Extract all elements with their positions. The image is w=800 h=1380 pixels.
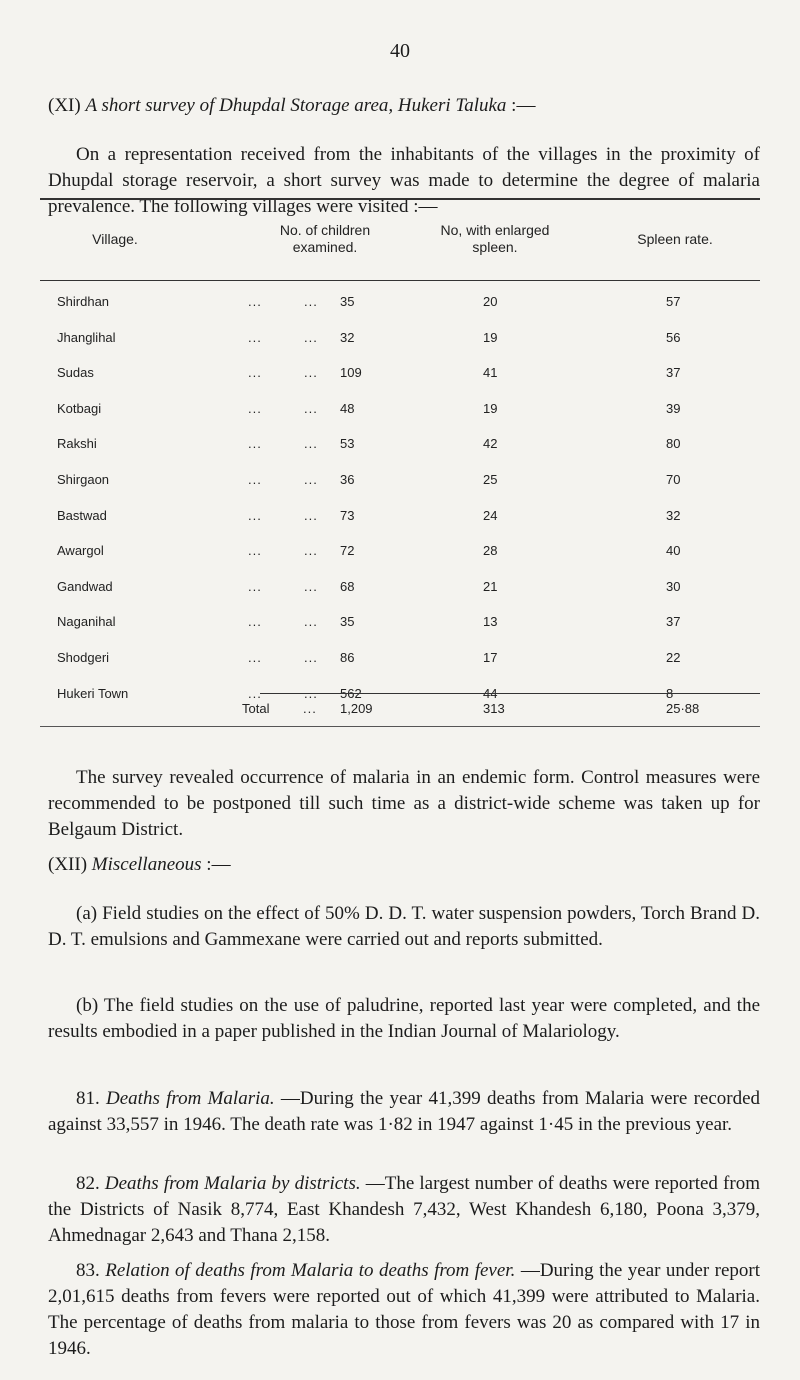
children-cell: 35	[340, 294, 355, 309]
leader-dots: ...	[248, 650, 262, 665]
spleen-cell: 42	[483, 436, 498, 452]
table-row	[40, 436, 760, 456]
village-cell: Shirgaon	[57, 472, 110, 487]
leader-dots: ...	[248, 578, 262, 594]
item-81-text: —During the year 41,399 deaths from Malaria were recorded against 33,557 in 1946. The death rate was 1·82 in 1947 against 1·45 in the previous year.	[48, 1088, 761, 1135]
spleen-cell: 17	[483, 650, 498, 665]
item-82-paragraph	[48, 1171, 760, 1249]
leader-dots: ...	[304, 329, 318, 345]
total-leader-dots: ...	[303, 701, 317, 716]
item-83-paragraph	[48, 1258, 760, 1362]
spleen-rate-cell: 70	[666, 472, 681, 487]
item-a-paragraph: (a) Field studies on the effect of 50% D. D. T. water suspension powders, Torch Brand D. D. T. emulsions and Gammexane were carried out and reports submitted.	[48, 903, 760, 950]
spleen-cell: 19	[483, 400, 498, 416]
leader-dots: ...	[304, 436, 318, 452]
spleen-rate-cell: 39	[666, 400, 681, 416]
leader-dots: ...	[304, 472, 318, 487]
table-row	[40, 650, 760, 670]
section-xi-label: (XI)	[48, 95, 81, 116]
header-spleen-line1: No, with enlarged	[440, 222, 550, 238]
village-cell: Sudas	[57, 365, 94, 381]
spleen-rate-cell: 30	[666, 578, 681, 594]
children-cell: 53	[340, 436, 355, 452]
leader-dots: ...	[304, 507, 318, 523]
total-label: Total	[242, 701, 270, 716]
spleen-rate-cell: 56	[666, 329, 681, 345]
village-cell: Jhanglihal	[57, 329, 116, 345]
leader-dots: ...	[304, 650, 318, 665]
section-xii-title: Miscellaneous	[91, 854, 202, 875]
village-cell: Bastwad	[57, 507, 107, 523]
section-xi-heading	[48, 95, 535, 117]
children-cell: 72	[340, 543, 355, 559]
header-children-line2: examined.	[292, 239, 358, 255]
children-cell: 35	[340, 614, 355, 630]
spleen-cell: 41	[483, 365, 498, 381]
item-81-title: Deaths from Malaria.	[106, 1088, 275, 1109]
leader-dots: ...	[304, 294, 318, 309]
item-b-paragraph: (b) The field studies on the use of paludrine, reported last year were completed, and the results embodied in a paper published in the Indian Journal of Malariology.	[48, 995, 760, 1042]
section-xi-suffix: :—	[511, 95, 536, 116]
village-cell: Rakshi	[57, 436, 97, 452]
item-82-text: —The largest number of deaths were reported from the Districts of Nasik 8,774, East Khandesh 7,432, West Khandesh 6,180, Poona 3,379, Ahmednagar 2,643 and Thana 2,158.	[48, 1173, 760, 1246]
total-rate: 25·88	[666, 701, 700, 716]
spleen-rate-cell: 40	[666, 543, 681, 559]
section-xii-label: (XII)	[48, 854, 88, 875]
table-total-row	[40, 701, 760, 721]
spleen-cell: 24	[483, 507, 498, 523]
spleen-cell: 28	[483, 543, 498, 559]
spleen-rate-cell: 57	[666, 294, 681, 309]
spleen-cell: 25	[483, 472, 498, 487]
leader-dots: ...	[248, 507, 262, 523]
leader-dots: ...	[248, 294, 262, 309]
children-cell: 68	[340, 578, 355, 594]
leader-dots: ...	[248, 400, 262, 416]
header-spleen	[390, 222, 600, 256]
spleen-cell: 19	[483, 329, 498, 345]
header-children-line1: No. of children	[279, 222, 371, 238]
leader-dots: ...	[248, 543, 262, 559]
spleen-cell: 21	[483, 578, 498, 594]
village-cell: Shodgeri	[57, 650, 110, 665]
section-xii-suffix: :—	[206, 854, 231, 875]
children-cell: 32	[340, 329, 355, 345]
intro-paragraph: On a representation received from the inhabitants of the villages in the proximity of Dhupdal storage reservoir, a short survey was made to determine the degree of malaria prevalence. The following villages were visited :—	[48, 144, 760, 217]
table-row	[40, 614, 760, 634]
village-cell: Awargol	[57, 543, 104, 559]
children-cell: 73	[340, 507, 355, 523]
spleen-rate-cell: 37	[666, 614, 681, 630]
spleen-cell: 44	[483, 685, 498, 701]
village-cell: Shirdhan	[57, 294, 110, 309]
leader-dots: ...	[304, 578, 318, 594]
leader-dots: ...	[248, 472, 262, 487]
leader-dots: ...	[304, 685, 318, 701]
item-83-text: —During the year under report 2,01,615 deaths from fevers were reported out of which 41,399 were attributed to Malaria. The percentage of deaths from malaria to those from fevers was 20 as compared with 17 in 1946.	[48, 1260, 761, 1359]
item-82-number: 82.	[76, 1173, 100, 1194]
header-spleen-line2: spleen.	[472, 239, 518, 255]
item-83-title: Relation of deaths from Malaria to deaths from fever.	[105, 1260, 516, 1281]
children-cell: 86	[340, 650, 355, 665]
leader-dots: ...	[304, 400, 318, 416]
total-children: 1,209	[340, 701, 373, 716]
item-81-paragraph	[48, 1086, 760, 1138]
children-cell: 48	[340, 400, 355, 416]
leader-dots: ...	[248, 365, 262, 381]
table-row	[40, 543, 760, 563]
leader-dots: ...	[304, 543, 318, 559]
leader-dots: ...	[248, 329, 262, 345]
header-spleen-rate: Spleen rate.	[637, 231, 713, 247]
spleen-rate-cell: 32	[666, 507, 681, 523]
total-spleen: 313	[483, 701, 505, 716]
section-xii-heading	[48, 852, 760, 878]
page-number: 40	[390, 40, 410, 62]
spleen-rate-cell: 80	[666, 436, 681, 452]
spleen-rate-cell: 8	[666, 685, 674, 701]
village-cell: Gandwad	[57, 578, 113, 594]
table-row	[40, 579, 760, 599]
table-row	[40, 508, 760, 528]
table-header-rule	[40, 280, 760, 281]
spleen-cell: 20	[483, 294, 498, 309]
village-cell: Hukeri Town	[57, 685, 129, 701]
spleen-rate-cell: 22	[666, 650, 681, 665]
village-cell: Kotbagi	[57, 400, 102, 416]
item-82-title: Deaths from Malaria by districts.	[104, 1173, 361, 1194]
header-children	[250, 222, 400, 256]
spleen-rate-cell: 37	[666, 365, 681, 381]
leader-dots: ...	[248, 614, 262, 630]
table-row	[40, 472, 760, 492]
children-cell: 36	[340, 472, 355, 487]
table-row	[40, 365, 760, 385]
survey-result-paragraph: The survey revealed occurrence of malaria in an endemic form. Control measures were recommended to be postponed till such time as a district-wide scheme was taken up for Belgaum District.	[48, 767, 760, 840]
table-top-rule	[40, 198, 760, 200]
header-village: Village.	[92, 231, 138, 247]
table-bottom-rule	[40, 726, 760, 727]
village-cell: Naganihal	[57, 614, 116, 630]
leader-dots: ...	[248, 685, 262, 701]
children-cell: 562	[340, 685, 362, 701]
leader-dots: ...	[248, 436, 262, 452]
section-xi-title: A short survey of Dhupdal Storage area, Hukeri Taluka	[85, 95, 507, 116]
table-row	[40, 294, 760, 314]
leader-dots: ...	[304, 614, 318, 630]
spleen-cell: 13	[483, 614, 498, 630]
children-cell: 109	[340, 365, 362, 381]
table-row	[40, 401, 760, 421]
item-83-number: 83.	[76, 1260, 100, 1281]
item-81-number: 81.	[76, 1088, 100, 1109]
table-row	[40, 330, 760, 350]
leader-dots: ...	[304, 365, 318, 381]
table-total-rule	[260, 693, 760, 694]
